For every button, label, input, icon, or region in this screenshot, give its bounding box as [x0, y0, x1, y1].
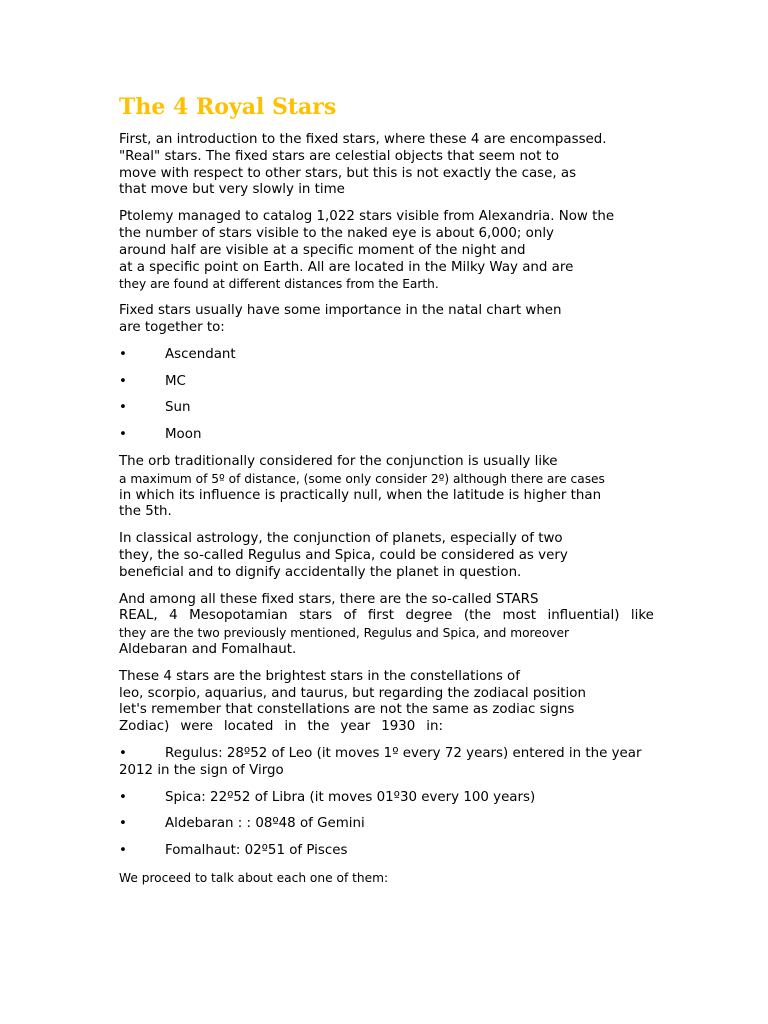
word: influential): [547, 608, 620, 624]
text-line: "Real" stars. The fixed stars are celestial objects that seem not to: [119, 148, 560, 164]
bullet-icon: •: [119, 373, 127, 389]
text-line: move with respect to other stars, but this is not exactly the case, as: [119, 165, 577, 181]
word: Zodiac): [119, 719, 170, 735]
list-item-spica: [119, 790, 679, 807]
text-line: Aldebaran and Fomalhaut.: [119, 641, 297, 657]
text-line: they are found at different distances from the Earth.: [119, 277, 439, 292]
justified-line: [119, 719, 443, 736]
paragraph-ptolemy: [119, 209, 679, 293]
document-page: [119, 92, 679, 897]
text-line: In classical astrology, the conjunction of planets, especially of two: [119, 531, 563, 547]
word: first: [367, 608, 395, 624]
list-item-regulus: [119, 746, 679, 780]
text-line: Ptolemy managed to catalog 1,022 stars visible from Alexandria. Now the: [119, 209, 615, 225]
document-title: The 4 Royal Stars: [119, 94, 337, 120]
list-item-fomalhaut: [119, 843, 679, 860]
text-line: The orb traditionally considered for the conjunction is usually like: [119, 453, 558, 469]
text-line: These 4 stars are the brightest stars in the constellations of: [119, 668, 520, 684]
bullet-icon: •: [119, 745, 127, 761]
list-item: [119, 400, 679, 417]
bullet-icon: •: [119, 346, 127, 362]
bullet-icon: •: [119, 816, 127, 832]
text-line: Fixed stars usually have some importance in the natal chart when: [119, 303, 562, 319]
text-line: around half are visible at a specific moment of the night and: [119, 242, 526, 258]
text-line: a maximum of 5º of distance, (some only consider 2º) although there are cases: [119, 471, 605, 486]
paragraph-intro: [119, 132, 679, 199]
text-line: they, the so-called Regulus and Spica, could be considered as very: [119, 547, 568, 563]
text-line: the 5th.: [119, 504, 172, 520]
text-line: at a specific point on Earth. All are located in the Milky Way and are: [119, 259, 574, 275]
list-item: [119, 374, 679, 391]
word: Mesopotamian: [189, 608, 288, 624]
word: 1930: [381, 719, 416, 735]
text-line: First, an introduction to the fixed stars, where these 4 are encompassed.: [119, 132, 607, 147]
paragraph-brightest-stars: [119, 669, 679, 736]
list-item-text: Ascendant: [165, 346, 236, 362]
text-line: the number of stars visible to the naked eye is about 6,000; only: [119, 225, 554, 241]
text-line: We proceed to talk about each one of them:: [119, 870, 389, 885]
word: degree: [405, 608, 453, 624]
list-item-text: Fomalhaut: 02º51 of Pisces: [165, 843, 348, 859]
text-line: that move but very slowly in time: [119, 182, 345, 198]
word: REAL,: [119, 608, 158, 624]
text-line: let's remember that constellations are not the same as zodiac signs: [119, 702, 575, 718]
list-item-text: Sun: [165, 400, 191, 416]
list-item-text: Regulus: 28º52 of Leo (it moves 1º every 72 years) entered in the year: [165, 745, 642, 761]
word: (the: [463, 608, 492, 624]
list-item-text: Aldebaran : : 08º48 of Gemini: [165, 816, 365, 832]
text-line: they are the two previously mentioned, Regulus and Spica, and moreover: [119, 626, 569, 641]
text-line: leo, scorpio, aquarius, and taurus, but regarding the zodiacal position: [119, 685, 586, 701]
bullet-icon: •: [119, 789, 127, 805]
text-line: beneficial and to dignify accidentally the planet in question.: [119, 564, 522, 580]
word: located: [223, 719, 274, 735]
paragraph-natal-chart: [119, 303, 679, 337]
text-line: 2012 in the sign of Virgo: [119, 762, 284, 778]
word: year: [340, 719, 371, 735]
text-line: are together to:: [119, 319, 225, 335]
bullet-icon: •: [119, 427, 127, 443]
list-item: [119, 427, 679, 444]
list-item-aldebaran: [119, 816, 679, 833]
list-item: [119, 347, 679, 364]
word: in:: [426, 719, 443, 735]
word: stars: [299, 608, 333, 624]
text-line: in which its influence is practically null, when the latitude is higher than: [119, 487, 602, 503]
justified-line: [119, 608, 654, 625]
word: were: [180, 719, 213, 735]
paragraph-closing: [119, 870, 679, 887]
bullet-icon: •: [119, 400, 127, 416]
list-item-text: Moon: [165, 427, 202, 443]
word: in: [284, 719, 297, 735]
text-line: And among all these fixed stars, there are the so-called STARS: [119, 591, 539, 607]
list-item-text: Spica: 22º52 of Libra (it moves 01º30 every 100 years): [165, 789, 536, 805]
word: most: [502, 608, 537, 624]
text-line: [119, 746, 679, 763]
paragraph-classical-astrology: [119, 531, 679, 581]
bullet-icon: •: [119, 843, 127, 859]
word: the: [307, 719, 330, 735]
word: 4: [169, 608, 178, 624]
word: of: [343, 608, 357, 624]
paragraph-orb: [119, 454, 679, 521]
list-item-text: MC: [165, 373, 186, 389]
word: like: [630, 608, 654, 624]
paragraph-royal-stars: [119, 592, 679, 659]
